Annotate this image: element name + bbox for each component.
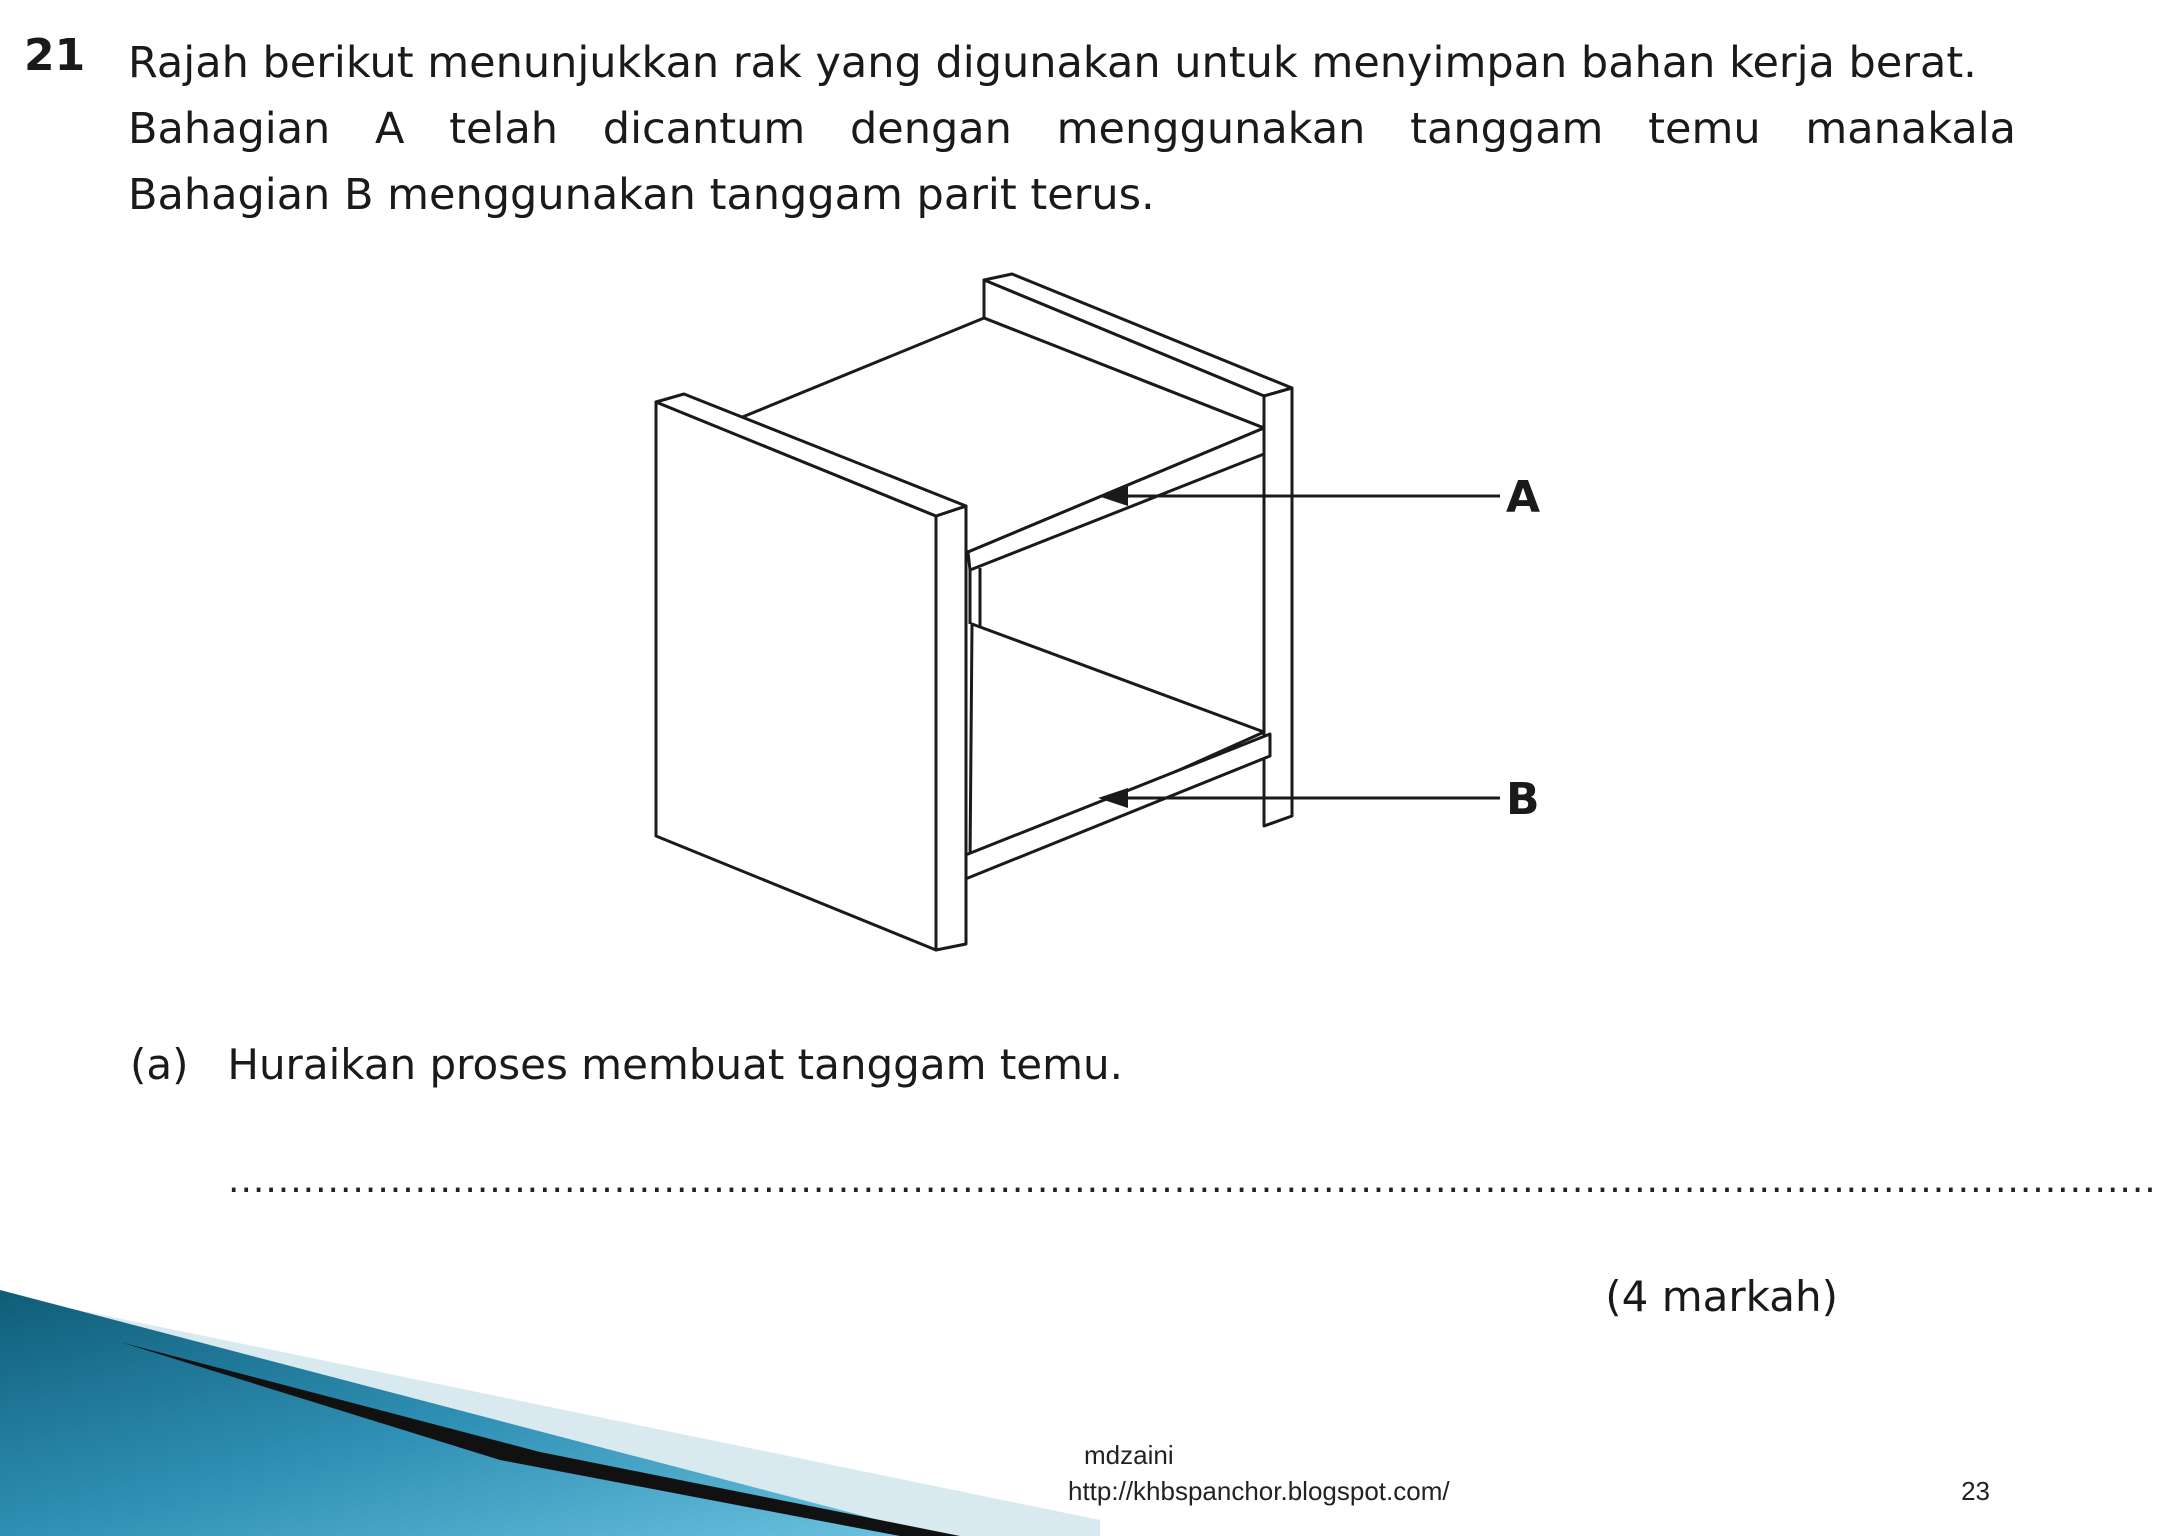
shelf-b-top: [970, 624, 1264, 864]
page-number: 23: [1961, 1476, 1990, 1506]
decorative-corner: [0, 1270, 1100, 1536]
label-b: B: [1506, 774, 1540, 825]
question-line-1: Rajah berikut menunjukkan rak yang digunakan untuk menyimpan bahan kerja berat.: [128, 38, 1977, 88]
sub-question: [130, 1040, 1123, 1089]
answer-line[interactable]: ...........................................................................................................................................................: [228, 1160, 2157, 1201]
question-number: 21: [24, 30, 86, 81]
question-line-3: Bahagian B menggunakan tanggam parit terus.: [128, 170, 1155, 220]
sub-question-text: Huraikan proses membuat tanggam temu.: [227, 1040, 1124, 1089]
question-text: [128, 30, 2016, 228]
sub-question-label: (a): [130, 1040, 189, 1089]
label-a: A: [1506, 472, 1541, 523]
footer-author: mdzaini: [1084, 1440, 1174, 1470]
right-panel-face: [1264, 388, 1292, 826]
footer-url[interactable]: http://khbspanchor.blogspot.com/: [1068, 1476, 1450, 1506]
shelf-diagram: [600, 260, 1600, 980]
question-line-2: Bahagian A telah dicantum dengan menggunakan tanggam temu manakala: [128, 104, 2016, 154]
left-panel-edge: [936, 506, 966, 950]
marks-label: (4 markah): [1605, 1272, 1838, 1321]
